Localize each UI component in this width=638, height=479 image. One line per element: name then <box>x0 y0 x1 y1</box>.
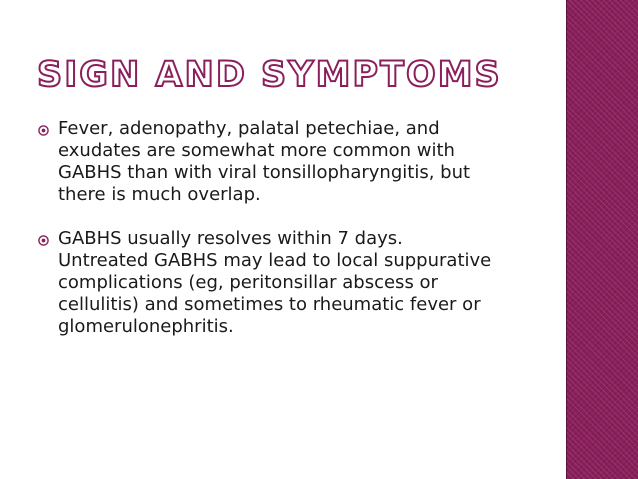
slide-title: SIGN AND SYMPTOMS <box>37 55 502 95</box>
bullet-item-2 <box>36 228 566 338</box>
bullet-line: cellulitis) and sometimes to rheumatic fever or <box>58 294 481 315</box>
bullet-line: Untreated GABHS may lead to local suppurative <box>58 250 492 271</box>
side-band-edge <box>566 0 567 479</box>
decorative-side-band <box>567 0 638 479</box>
bullet-line: Fever, adenopathy, palatal petechiae, and <box>58 118 440 139</box>
bullet-line: GABHS than with viral tonsillopharyngitis, but <box>58 162 471 183</box>
target-bullet-icon <box>38 125 49 136</box>
bullet-line: glomerulonephritis. <box>58 316 234 337</box>
bullet-line: complications (eg, peritonsillar abscess or <box>58 272 438 293</box>
bullet-list <box>36 118 566 338</box>
bullet-line: GABHS usually resolves within 7 days. <box>58 228 403 249</box>
bullet-item-1 <box>36 118 566 206</box>
target-bullet-icon <box>38 235 49 246</box>
bullet-line: there is much overlap. <box>58 184 261 205</box>
bullet-line: exudates are somewhat more common with <box>58 140 455 161</box>
